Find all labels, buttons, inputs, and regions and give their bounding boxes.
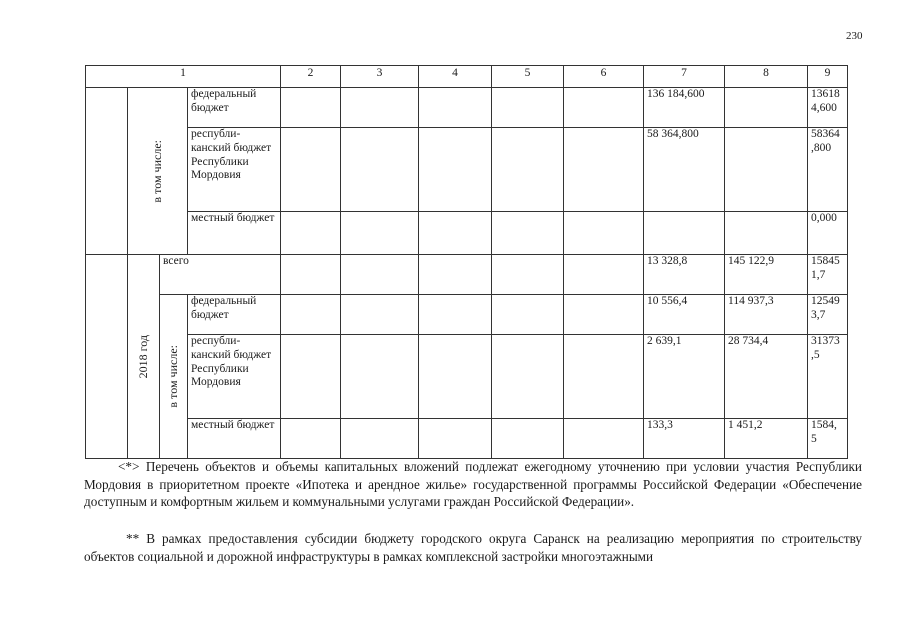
header-cell: 1 <box>86 66 281 88</box>
table-row <box>86 212 848 255</box>
value-cell: 10 556,4 <box>644 295 725 335</box>
in-total-label-cell <box>128 88 188 255</box>
row-label: республи- канский бюджет Республики Мордовия <box>188 335 281 419</box>
in-total-label: в том числе: <box>150 139 165 203</box>
empty-cell <box>86 88 128 255</box>
header-cell: 5 <box>492 66 564 88</box>
table-row <box>86 295 848 335</box>
value-cell: 12549 3,7 <box>808 295 848 335</box>
header-cell: 2 <box>281 66 341 88</box>
header-cell: 3 <box>341 66 419 88</box>
value-cell: 1584, 5 <box>808 419 848 459</box>
header-cell: 4 <box>419 66 492 88</box>
footnote-objects: <*> Перечень объектов и объемы капитальных вложений подлежат ежегодному уточнению при условии участия Республики Мордовия в приоритетном проекте «Ипотека и арендное жилье» государственной программы Российской Федерации «Обеспечение доступным и комфортным жильем и коммунальными услугами граждан Российской Федерации». <box>84 459 862 509</box>
value-cell: 145 122,9 <box>725 255 808 295</box>
header-row <box>86 66 848 88</box>
row-label: федеральный бюджет <box>188 88 281 128</box>
header-cell: 6 <box>564 66 644 88</box>
value-cell: 13 328,8 <box>644 255 725 295</box>
header-cell: 9 <box>808 66 848 88</box>
value-cell: 58364 ,800 <box>808 128 848 212</box>
table-row <box>86 128 848 212</box>
page-number: 230 <box>846 30 863 42</box>
value-cell <box>725 88 808 128</box>
table-row <box>86 335 848 419</box>
value-cell: 2 639,1 <box>644 335 725 419</box>
header-cell: 8 <box>725 66 808 88</box>
in-total-label: в том числе: <box>166 345 181 408</box>
footnote-subsidy: ** В рамках предоставления субсидии бюджету городского округа Саранск на реализацию мероприятия по строительству объектов социальной и дорожной инфраструктуры в рамках комплексной застройки многоэтажными <box>84 531 862 564</box>
value-cell: 136 184,600 <box>644 88 725 128</box>
empty-cell <box>86 255 128 459</box>
row-label: местный бюджет <box>188 212 281 255</box>
value-cell <box>725 212 808 255</box>
value-cell: 13618 4,600 <box>808 88 848 128</box>
table-row <box>86 419 848 459</box>
value-cell: 15845 1,7 <box>808 255 848 295</box>
row-label: местный бюджет <box>188 419 281 459</box>
budget-table <box>85 65 848 459</box>
row-label: всего <box>160 255 281 295</box>
value-cell: 31373 ,5 <box>808 335 848 419</box>
table-row <box>86 255 848 295</box>
year-label: 2018 год <box>136 334 151 379</box>
value-cell: 133,3 <box>644 419 725 459</box>
row-label: федеральный бюджет <box>188 295 281 335</box>
in-total-label-cell <box>160 295 188 459</box>
header-cell: 7 <box>644 66 725 88</box>
row-label: республи- канский бюджет Республики Мордовия <box>188 128 281 212</box>
value-cell: 114 937,3 <box>725 295 808 335</box>
value-cell: 28 734,4 <box>725 335 808 419</box>
value-cell: 1 451,2 <box>725 419 808 459</box>
value-cell: 0,000 <box>808 212 848 255</box>
table-row <box>86 88 848 128</box>
year-label-cell <box>128 255 160 459</box>
value-cell <box>644 212 725 255</box>
value-cell <box>725 128 808 212</box>
value-cell: 58 364,800 <box>644 128 725 212</box>
